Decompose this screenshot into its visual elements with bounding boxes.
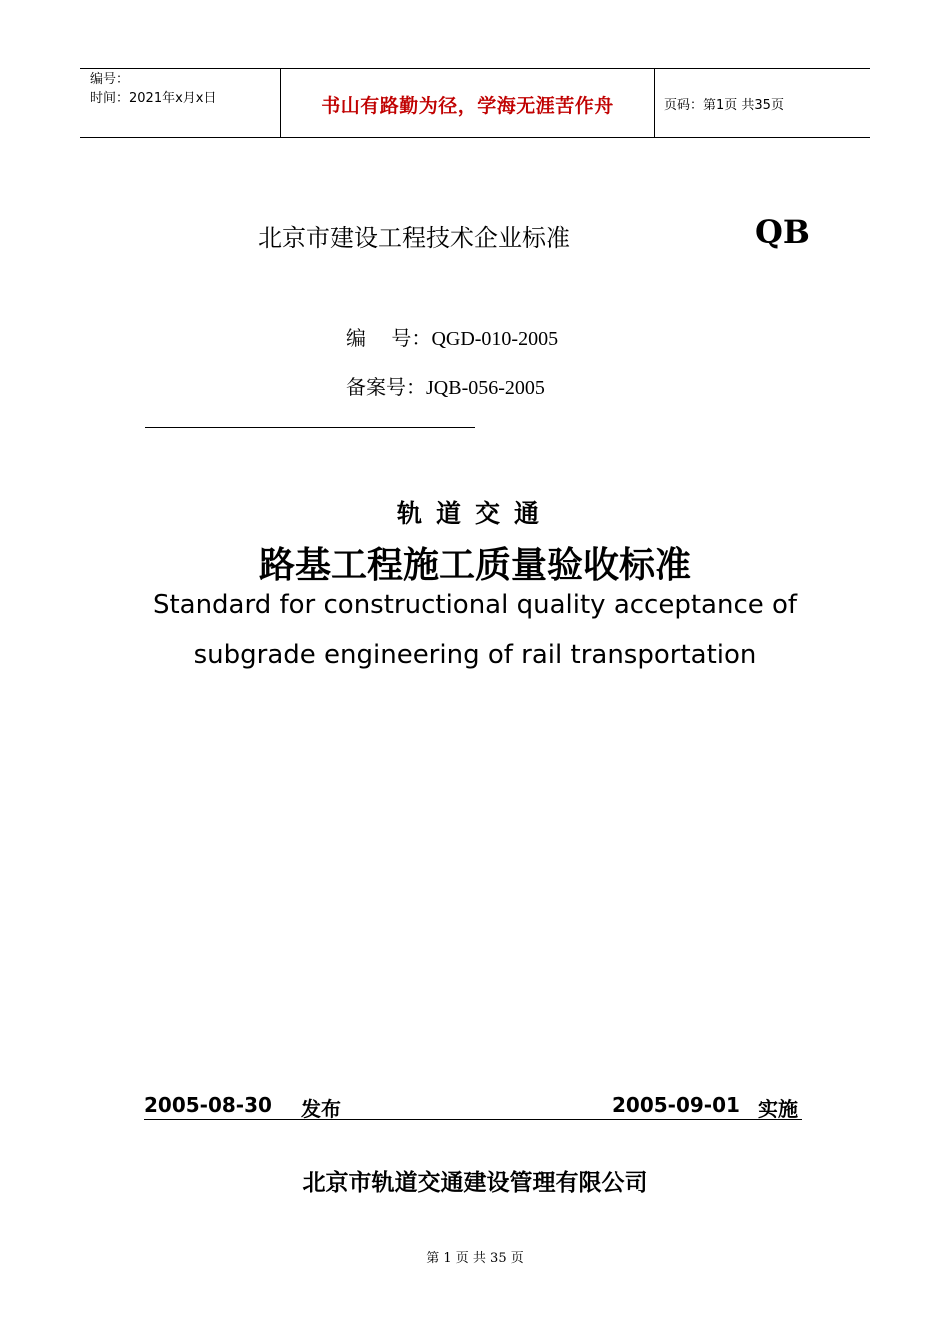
page-footer: 第 1 页 共 35 页 xyxy=(426,1251,524,1266)
standard-title: 北京市建设工程技术企业标准 xyxy=(258,224,570,252)
number-label: 编号： xyxy=(90,72,130,87)
header-info-cell xyxy=(80,69,280,137)
document-subtitle: 轨道交通 xyxy=(396,499,553,528)
date-row xyxy=(144,1093,802,1120)
release-label: 发布 xyxy=(301,1097,341,1121)
effective-label: 实施 xyxy=(758,1097,798,1121)
header-motto-cell xyxy=(280,69,655,137)
english-title-line2: subgrade engineering of rail transportation xyxy=(193,640,757,670)
standard-number-value: QGD-010-2005 xyxy=(431,328,559,350)
standard-number-label: 编 号： xyxy=(346,326,432,350)
record-number-value: JQB-056-2005 xyxy=(426,377,545,399)
release-date: 2005-08-30 xyxy=(144,1093,272,1117)
header-table xyxy=(80,68,870,138)
record-number-label: 备案号： xyxy=(346,375,426,399)
english-title-line1: Standard for constructional quality acceptance of xyxy=(152,590,798,620)
divider-line xyxy=(145,427,475,428)
page-code: 页码：第1页 共35页 xyxy=(664,98,784,113)
record-number-row xyxy=(346,371,545,400)
time-label: 时间：2021年x月x日 xyxy=(90,91,217,106)
organization-name: 北京市轨道交通建设管理有限公司 xyxy=(302,1170,648,1196)
standard-code: QB xyxy=(755,213,810,251)
document-title: 路基工程施工质量验收标准 xyxy=(258,545,691,586)
effective-date: 2005-09-01 xyxy=(612,1093,740,1117)
motto-text: 书山有路勤为径，学海无涯苦作舟 xyxy=(321,95,614,117)
standard-number-row xyxy=(346,322,558,351)
header-page-cell xyxy=(654,69,870,137)
